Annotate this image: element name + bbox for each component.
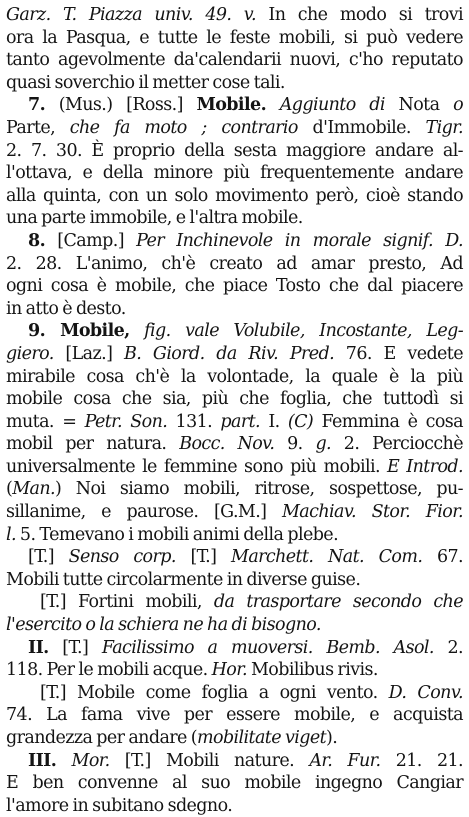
text-run: mobil per natura.	[6, 434, 180, 455]
text-run: d'Immobile.	[297, 117, 426, 138]
italic-text: Machiav. Stor. Fior.	[281, 502, 463, 523]
italic-text: Mor.	[71, 750, 110, 771]
text-run: 2. 7. 30. È proprio della sesta maggiore andare al-	[6, 140, 463, 161]
text-line	[6, 614, 463, 637]
italic-text: Hor.	[211, 660, 247, 681]
text-line	[6, 230, 463, 253]
italic-text: (C)	[287, 411, 314, 432]
text-line	[6, 366, 463, 389]
text-line	[6, 411, 463, 434]
italic-text: Aggiunto di	[279, 95, 385, 116]
bold-text: 7.	[28, 95, 46, 116]
italic-text: part.	[220, 411, 261, 432]
text-run: [T.] Mobile come foglia a ogni vento.	[40, 682, 389, 703]
text-line	[6, 772, 463, 795]
text-run: 2.	[433, 637, 463, 658]
text-run: ) Noi siamo mobili, ritrose, sospettose, pu-	[55, 479, 463, 500]
text-run: una parte immobile, e l'altra mobile.	[6, 208, 303, 229]
text-run	[266, 95, 280, 115]
italic-text: l.	[6, 524, 16, 545]
italic-text: mobilitate viget	[197, 728, 327, 748]
text-run: [T.]	[28, 547, 69, 568]
text-run: E ben convenne al suo mobile ingegno Cangiar	[6, 773, 463, 794]
text-run: in atto è desto.	[6, 298, 126, 319]
text-run: 76. E vedete	[334, 343, 463, 364]
bold-text: Mobile.	[196, 95, 267, 116]
italic-text: Senso corp.	[68, 547, 176, 568]
text-run: 21. 21.	[380, 750, 463, 771]
text-run: 9.	[274, 434, 316, 455]
bold-text: 8.	[28, 230, 46, 251]
italic-text: Bocc. Nov.	[179, 434, 275, 455]
text-run: 2. 28. L'animo, ch'è creato ad amar presto, Ad	[6, 253, 463, 274]
text-run: mobile cosa che sia, più che foglia, che tuttodì si	[6, 389, 463, 410]
text-run: I.	[260, 411, 288, 432]
text-run: Mobilibus rivis.	[247, 660, 378, 681]
text-run: In che modo si trovi	[255, 5, 463, 25]
text-run: [Camp.]	[45, 230, 137, 251]
italic-text: D. Conv.	[388, 682, 463, 703]
text-line	[6, 72, 463, 95]
text-line	[6, 298, 463, 321]
text-run: sillanime, e paurose. [G.M.]	[6, 502, 282, 523]
bold-text: 9. Mobile,	[28, 321, 130, 342]
italic-text: o	[453, 95, 464, 116]
text-line	[6, 185, 463, 208]
text-line	[6, 140, 463, 163]
text-line	[6, 49, 463, 72]
text-run: muta. =	[6, 411, 85, 432]
text-run: grandezza per andare (	[6, 728, 198, 748]
text-line	[6, 27, 463, 50]
text-run: [T.]	[48, 637, 102, 658]
italic-text: Tigr.	[425, 117, 464, 138]
text-run: quasi soverchio il metter cose tali.	[6, 72, 285, 93]
text-line	[6, 94, 463, 117]
italic-text: Man.	[12, 479, 56, 500]
text-run: l'amore in subitano sdegno.	[6, 795, 233, 816]
text-run: universalmente le femmine sono più mobili.	[6, 456, 388, 477]
text-line	[6, 478, 463, 501]
italic-text: che fa moto ; contrario	[69, 117, 298, 138]
italic-text: B. Giord. da Riv. Pred.	[124, 343, 335, 364]
text-run: (Mus.) [Ross.]	[45, 95, 197, 116]
text-run: tanto agevolmente da'calendarii nuovi, c'ho reputato	[6, 50, 463, 71]
text-line	[6, 569, 463, 592]
bold-text: III.	[28, 750, 57, 771]
text-line	[6, 727, 463, 750]
text-run: Mobili tutte circolarmente in diverse guise.	[6, 569, 361, 590]
bold-text: II.	[28, 637, 49, 658]
text-run: Parte,	[6, 117, 70, 138]
text-line	[6, 388, 463, 411]
italic-text: Ar. Fur.	[309, 750, 381, 771]
text-line	[6, 524, 463, 547]
text-line	[6, 117, 463, 140]
text-run: alla quinta, con un solo movimento però, cioè stando	[6, 185, 463, 206]
text-run: 74. La fama vive per essere mobile, e acquista	[6, 705, 463, 726]
text-line	[6, 682, 463, 705]
text-line	[6, 501, 463, 524]
text-run: (	[6, 479, 13, 500]
text-line	[6, 343, 463, 366]
text-line	[6, 456, 463, 479]
italic-text: giero.	[6, 343, 54, 364]
text-run	[56, 751, 71, 771]
text-run	[130, 321, 144, 341]
text-run: 118. Per le mobili acque.	[6, 660, 212, 681]
text-line	[6, 795, 463, 817]
italic-text: E Introd.	[387, 456, 463, 477]
italic-text: da trasportare secondo che	[213, 592, 463, 613]
italic-text: fig. vale Volubile, Incostante, Leg-	[144, 321, 464, 342]
italic-text: Garz. T. Piazza univ. 49. v.	[6, 5, 256, 25]
text-line	[6, 546, 463, 569]
text-line	[6, 704, 463, 727]
text-line	[6, 750, 463, 773]
text-run: [T.] Mobili nature.	[109, 750, 310, 771]
text-run: l'ottava, e della minore più frequentemente andare	[6, 163, 463, 184]
text-line	[6, 275, 463, 298]
text-line	[6, 320, 463, 343]
text-run: Nota	[384, 95, 454, 116]
text-line	[6, 207, 463, 230]
text-run: 131.	[167, 411, 221, 432]
text-run: mirabile cosa ch'è la volontade, la quale è la più	[6, 366, 463, 387]
text-run: 2. Perciocchè	[331, 434, 463, 455]
text-line	[6, 659, 463, 682]
italic-text: l'esercito o la schiera ne ha di bisogno.	[6, 615, 321, 636]
text-line	[6, 4, 463, 27]
text-line	[6, 637, 463, 660]
italic-text: Marchett. Nat. Com.	[231, 547, 423, 568]
text-run: 67.	[422, 547, 463, 568]
text-run: Femmina è cosa	[313, 411, 464, 432]
text-run: ).	[326, 728, 338, 748]
text-run: 5. Temevano i mobili animi della plebe.	[15, 524, 339, 545]
text-run: [T.] Fortini mobili,	[40, 592, 214, 613]
italic-text: Petr. Son.	[84, 411, 168, 432]
italic-text: g.	[315, 434, 332, 455]
text-run: [Laz.]	[53, 343, 125, 364]
italic-text: Per Inchinevole in morale signif. D.	[136, 230, 463, 251]
text-line	[6, 591, 463, 614]
text-run: ogni cosa è mobile, che piace Tosto che dal piacere	[6, 276, 463, 297]
text-line	[6, 433, 463, 456]
text-line	[6, 162, 463, 185]
text-run: ora la Pasqua, e tutte le feste mobili, si può vedere	[6, 27, 463, 48]
italic-text: Facilissimo a muoversi. Bemb. Asol.	[101, 637, 434, 658]
text-run: [T.]	[175, 547, 232, 568]
text-line	[6, 253, 463, 276]
